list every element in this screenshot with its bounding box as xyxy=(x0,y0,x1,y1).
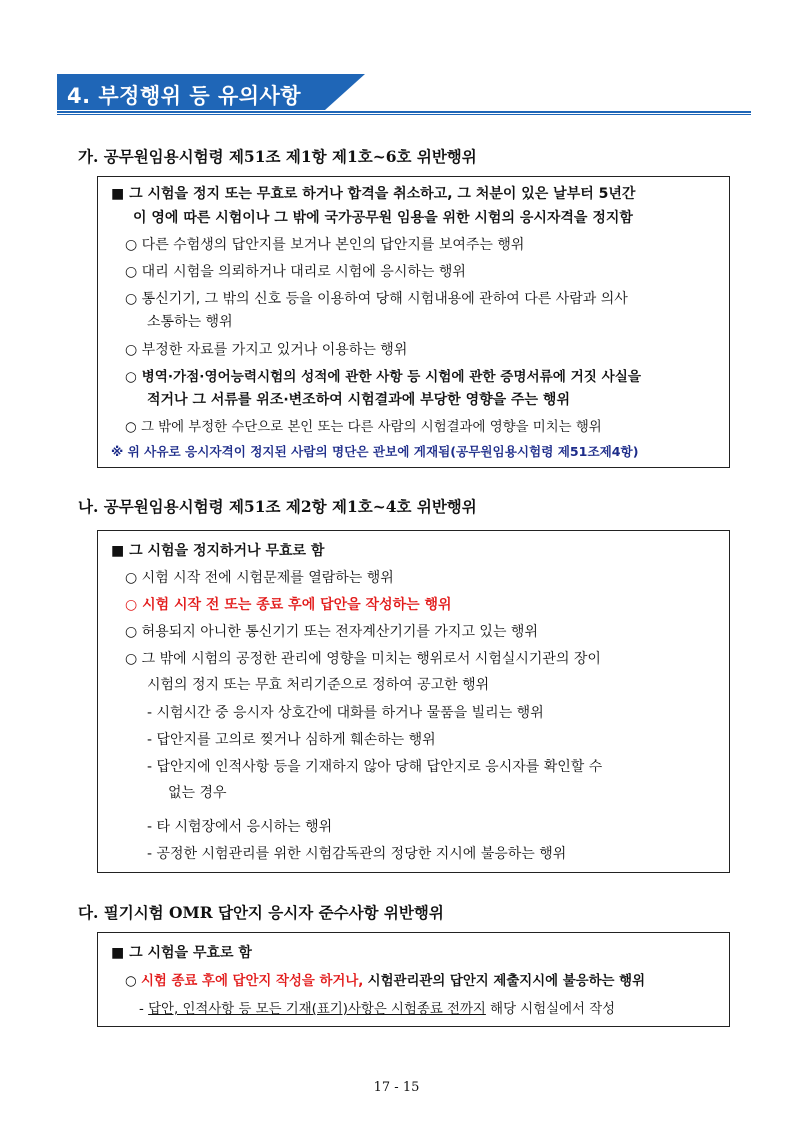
section-b-sub-3-line-1: - 답안지에 인적사항 등을 기재하지 않아 당해 답안지로 응시자를 확인할 수 xyxy=(147,759,603,775)
section-c-sub-underlined: 답안, 인적사항 등 모든 기재(표기)사항은 시험종료 전까지 xyxy=(148,1002,486,1017)
section-b-item-3: ○ 허용되지 아니한 통신기기 또는 전자계산기기를 가지고 있는 행위 xyxy=(125,624,538,640)
section-title: 4. 부정행위 등 유의사항 xyxy=(67,84,302,108)
section-b-sub-4: - 타 시험장에서 응시하는 행위 xyxy=(147,819,333,835)
section-b-sub-1: - 시험시간 중 응시자 상호간에 대화를 하거나 물품을 빌리는 행위 xyxy=(147,705,544,721)
header-underline-thin xyxy=(57,114,751,115)
section-c-sub-dash: - xyxy=(139,1002,144,1017)
section-c-lead: ■ 그 시험을 무효로 함 xyxy=(111,945,252,961)
section-c-item-1-red-text: 시험 종료 후에 답안지 작성을 하거나, xyxy=(140,974,364,989)
section-c-item-1-bullet: ○ xyxy=(125,974,137,989)
section-a-item-5-line-1: ○ 병역·가점·영어능력시험의 성적에 관한 사항 등 시험에 관한 증명서류에 거짓 사실을 xyxy=(125,369,641,385)
section-a-item-1: ○ 다른 수험생의 답안지를 보거나 본인의 답안지를 보여주는 행위 xyxy=(125,237,525,253)
section-c-item-1-black-text: 시험관리관의 답안지 제출지시에 불응하는 행위 xyxy=(367,974,646,989)
section-b-lead: ■ 그 시험을 정지하거나 무효로 함 xyxy=(111,543,325,559)
section-b-item-4-line-1: ○ 그 밖에 시험의 공정한 관리에 영향을 미치는 행위로서 시험실시기관의 장이 xyxy=(125,651,601,667)
section-a-item-5-line-2: 적거나 그 서류를 위조·변조하여 시험결과에 부당한 영향을 주는 행위 xyxy=(147,392,570,408)
section-b-item-2: ○ 시험 시작 전 또는 종료 후에 답안을 작성하는 행위 xyxy=(125,597,452,613)
section-a-item-3-line-1: ○ 통신기기, 그 밖의 신호 등을 이용하여 당해 시험내용에 관하여 다른 사람과 의사 xyxy=(125,291,628,307)
section-c-box xyxy=(97,932,730,1027)
section-a-heading: 가. 공무원임용시험령 제51조 제1항 제1호~6호 위반행위 xyxy=(78,147,477,166)
section-c-item-1 xyxy=(125,970,645,989)
section-c-sub-1 xyxy=(139,998,615,1017)
section-a-item-2: ○ 대리 시험을 의뢰하거나 대리로 시험에 응시하는 행위 xyxy=(125,264,466,280)
section-b-sub-3-line-2: 없는 경우 xyxy=(168,785,227,801)
section-b-sub-5: - 공정한 시험관리를 위한 시험감독관의 정당한 지시에 불응하는 행위 xyxy=(147,846,567,862)
section-b-box xyxy=(97,530,730,873)
section-a-box xyxy=(97,176,730,468)
section-b-heading: 나. 공무원임용시험령 제51조 제2항 제1호~4호 위반행위 xyxy=(78,497,477,516)
section-b-item-1: ○ 시험 시작 전에 시험문제를 열람하는 행위 xyxy=(125,570,394,586)
header-arrow-shape xyxy=(325,74,365,110)
section-a-lead-line-2: 이 영에 따른 시험이나 그 밖에 국가공무원 임용을 위한 시험의 응시자격을 정지함 xyxy=(133,210,633,226)
section-c-heading: 다. 필기시험 OMR 답안지 응시자 준수사항 위반행위 xyxy=(78,903,444,922)
section-a-lead-line-1: ■ 그 시험을 정지 또는 무효로 하거나 합격을 취소하고, 그 처분이 있은 날부터 5년간 xyxy=(111,186,636,202)
page-number: 17 - 15 xyxy=(373,1080,420,1095)
section-a-item-6: ○ 그 밖에 부정한 수단으로 본인 또는 다른 사람의 시험결과에 영향을 미치는 행위 xyxy=(125,420,602,435)
section-b-sub-2: - 답안지를 고의로 찢거나 심하게 훼손하는 행위 xyxy=(147,732,436,748)
section-a-item-4: ○ 부정한 자료를 가지고 있거나 이용하는 행위 xyxy=(125,342,408,358)
section-a-item-3-line-2: 소통하는 행위 xyxy=(147,314,233,330)
section-header-banner xyxy=(57,74,751,116)
section-c-sub-rest: 해당 시험실에서 작성 xyxy=(490,1002,616,1017)
section-a-note: ※ 위 사유로 응시자격이 정지된 사람의 명단은 관보에 게재됨(공무원임용시험령 제51조제4항) xyxy=(111,444,639,459)
header-underline xyxy=(57,111,751,113)
section-b-item-4-line-2: 시험의 정지 또는 무효 처리기준으로 정하여 공고한 행위 xyxy=(147,677,490,693)
